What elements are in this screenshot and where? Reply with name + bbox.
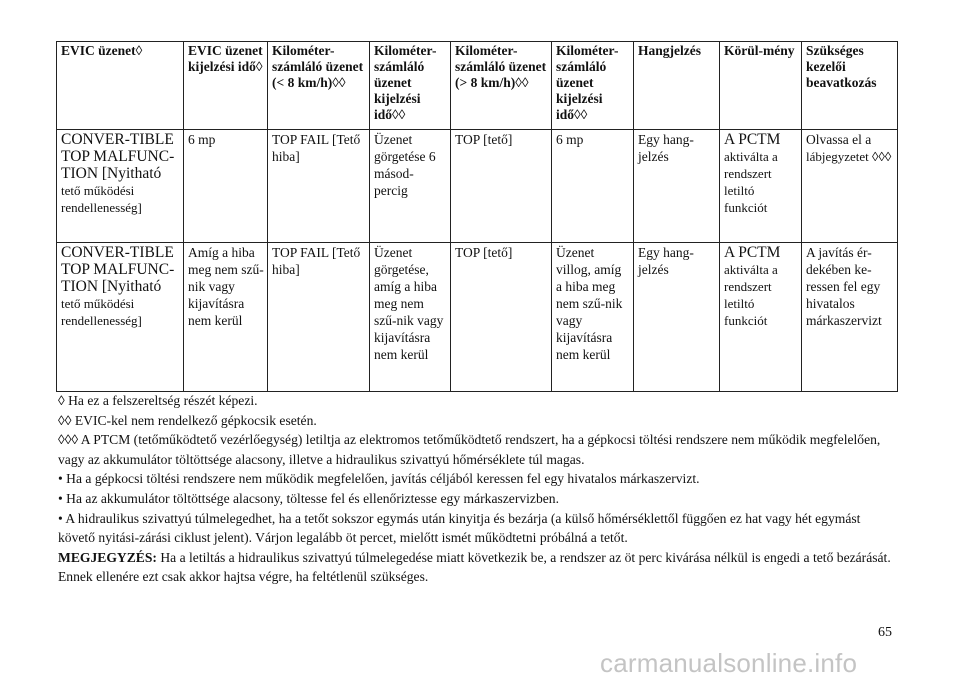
header-odometer-message-low-speed: Kilométer-számláló üzenet (< 8 km/h)◊◊ <box>268 42 370 130</box>
cell-chime: Egy hang-jelzés <box>634 243 720 392</box>
cell-odometer-message-low: TOP FAIL [Tető hiba] <box>268 243 370 392</box>
footnotes <box>58 391 898 587</box>
cell-condition: A PCTM aktiválta a rendszert letiltó funkciót <box>720 243 802 392</box>
cell-chime: Egy hang-jelzés <box>634 130 720 243</box>
note-paragraph <box>58 548 898 587</box>
evic-message-table <box>56 41 898 392</box>
header-condition: Körül-mény <box>720 42 802 130</box>
watermark: carmanualsonline.info <box>600 648 858 678</box>
cell-odometer-message-low: TOP FAIL [Tető hiba] <box>268 130 370 243</box>
cell-odometer-time-high: Üzenet villog, amíg a hiba meg nem szű-nik vagy kijavításra nem kerül <box>552 243 634 392</box>
bullet-charging: • Ha a gépkocsi töltési rendszere nem működik megfelelően, javítás céljából keressen fel egy hivatalos márkaszervizt. <box>58 471 700 487</box>
header-odometer-message-high-speed: Kilométer-számláló üzenet (> 8 km/h)◊◊ <box>451 42 552 130</box>
cell-odometer-message-high: TOP [tető] <box>451 130 552 243</box>
cell-evic-display-time: Amíg a hiba meg nem szű-nik vagy kijavításra nem kerül <box>184 243 268 392</box>
table-row <box>57 130 898 243</box>
cell-required-action: Olvassa el a lábjegyzetet ◊◊◊ <box>802 130 898 243</box>
header-evic-message: EVIC üzenet◊ <box>57 42 184 130</box>
footnote-1: ◊ Ha ez a felszereltség részét képezi. <box>58 393 258 408</box>
header-odometer-display-time-low-speed: Kilométer-számláló üzenet kijelzési idő◊◊ <box>370 42 451 130</box>
header-odometer-display-time-high-speed: Kilométer-számláló üzenet kijelzési idő◊◊ <box>552 42 634 130</box>
footnote-3: ◊◊◊ A PTCM (tetőműködtető vezérlőegység) letiltja az elektromos tetőműködtető rendszert, ha a gépkocsi töltési rendszere nem működik megfelelően, vagy az akkumulátor töltöttsége alacsony, illetve a hidraulikus szivattyú hőmérséklete túl magas. <box>58 432 881 467</box>
cell-odometer-message-high: TOP [tető] <box>451 243 552 392</box>
note-text: Ha a letiltás a hidraulikus szivattyú túlmelegedése miatt következik be, a rendszer az öt perc kivárása nélkül is engedi a tető bezárását. Ennek ellenére ezt csak akkor hajtsa végre, ha feltétlenül szükséges. <box>58 549 891 585</box>
cell-odometer-time-low: Üzenet görgetése, amíg a hiba meg nem szű-nik vagy kijavításra nem kerül <box>370 243 451 392</box>
cell-odometer-time-low: Üzenet görgetése 6 másod-percig <box>370 130 451 243</box>
cell-evic-display-time: 6 mp <box>184 130 268 243</box>
note-label: MEGJEGYZÉS: <box>58 549 157 565</box>
cell-required-action: A javítás ér-dekében ke-ressen fel egy hivatalos márkaszervizt <box>802 243 898 392</box>
bullet-hydraulic-pump: • A hidraulikus szivattyú túlmelegedhet, ha a tetőt sokszor egymás után kinyitja és bezárja (a külső hőmérséklettől függően ez hat vagy hét egymást követő nyitási-zárási ciklust jelent). Várjon legalább öt percet, mielőtt ismét működtetni próbálná a tetőt. <box>58 510 861 546</box>
cell-odometer-time-high: 6 mp <box>552 130 634 243</box>
header-evic-display-time: EVIC üzenet kijelzési idő◊ <box>184 42 268 130</box>
cell-evic-message: CONVER-TIBLE TOP MALFUNC-TION [Nyitható tető működési rendellenesség] <box>57 243 184 392</box>
header-required-action: Szükséges kezelői beavatkozás <box>802 42 898 130</box>
cell-evic-message: CONVER-TIBLE TOP MALFUNC-TION [Nyitható tető működési rendellenesség] <box>57 130 184 243</box>
cell-condition: A PCTM aktiválta a rendszert letiltó funkciót <box>720 130 802 243</box>
bullet-battery: • Ha az akkumulátor töltöttsége alacsony, töltesse fel és ellenőriztesse egy márkaszervizben. <box>58 490 559 506</box>
footnote-2: ◊◊ EVIC-kel nem rendelkező gépkocsik esetén. <box>58 412 317 428</box>
header-chime: Hangjelzés <box>634 42 720 130</box>
table-header-row <box>57 42 898 130</box>
table-row <box>57 243 898 392</box>
page-number: 65 <box>878 625 892 640</box>
